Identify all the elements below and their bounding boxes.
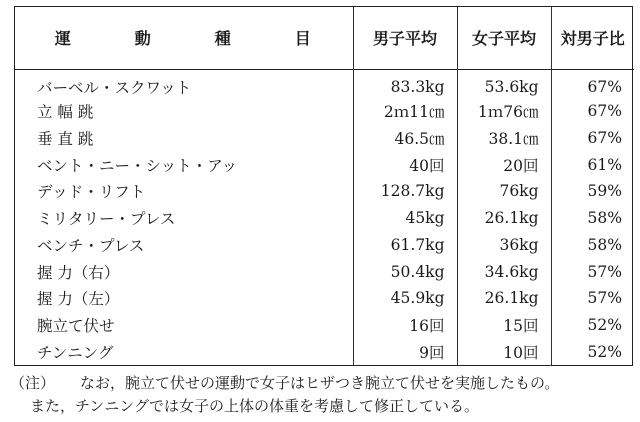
event-cell: 腕立て伏せ bbox=[37, 316, 115, 335]
ratio-cell: 52% bbox=[551, 312, 634, 339]
footnote-line-2 bbox=[10, 395, 635, 418]
data-table bbox=[15, 7, 634, 365]
event-cell: 握 力（右） bbox=[37, 263, 120, 282]
footnote bbox=[10, 372, 635, 418]
female-value-cell: 36kg bbox=[457, 231, 551, 258]
table-row bbox=[15, 205, 634, 232]
header-event: 運 動 種 目 bbox=[15, 7, 353, 69]
male-value-cell: 16回 bbox=[353, 312, 457, 339]
table-row bbox=[15, 312, 634, 339]
table-row bbox=[15, 98, 634, 125]
event-cell: チンニング bbox=[37, 343, 114, 362]
event-cell: ベント・ニー・シット・アッ bbox=[37, 156, 238, 175]
female-value-cell: 38.1㎝ bbox=[457, 125, 551, 152]
female-value-cell: 20回 bbox=[457, 151, 551, 178]
male-value-cell: 9回 bbox=[353, 338, 457, 365]
female-value-cell: 76kg bbox=[457, 178, 551, 205]
female-value-cell: 10回 bbox=[457, 338, 551, 365]
table-row bbox=[15, 178, 634, 205]
footnote-text-2: また，チンニングでは女子の上体の体重を考慮して修正している。 bbox=[30, 397, 479, 415]
ratio-cell: 57% bbox=[551, 285, 634, 312]
male-value-cell: 46.5㎝ bbox=[353, 125, 457, 152]
event-cell: デッド・リフト bbox=[37, 183, 146, 202]
strength-comparison-table bbox=[14, 6, 633, 366]
male-value-cell: 45.9kg bbox=[353, 285, 457, 312]
footnote-text-1: なお，腕立て伏せの運動で女子はヒザつき腕立て伏せを実施したもの。 bbox=[80, 374, 560, 392]
event-cell: 垂 直 跳 bbox=[37, 129, 94, 148]
ratio-cell: 59% bbox=[551, 178, 634, 205]
male-value-cell: 128.7kg bbox=[353, 178, 457, 205]
table-row bbox=[15, 338, 634, 365]
male-value-cell: 83.3kg bbox=[353, 69, 457, 98]
footnote-label: （注） bbox=[10, 374, 56, 392]
table-row bbox=[15, 125, 634, 152]
ratio-cell: 57% bbox=[551, 258, 634, 285]
female-value-cell: 1ｍ76㎝ bbox=[457, 98, 551, 125]
male-value-cell: 2ｍ11㎝ bbox=[353, 98, 457, 125]
table-row bbox=[15, 231, 634, 258]
male-value-cell: 61.7kg bbox=[353, 231, 457, 258]
event-cell: 立 幅 跳 bbox=[37, 103, 94, 122]
event-cell: ミリタリー・プレス bbox=[37, 210, 176, 229]
footnote-line-1 bbox=[10, 372, 635, 395]
header-ratio: 対男子比 bbox=[551, 7, 634, 69]
male-value-cell: 45kg bbox=[353, 205, 457, 232]
table-row bbox=[15, 258, 634, 285]
table-row bbox=[15, 151, 634, 178]
table-row bbox=[15, 285, 634, 312]
ratio-cell: 67% bbox=[551, 69, 634, 98]
header-row bbox=[15, 7, 634, 69]
female-value-cell: 53.6kg bbox=[457, 69, 551, 98]
female-value-cell: 26.1kg bbox=[457, 205, 551, 232]
header-female-average: 女子平均 bbox=[457, 7, 551, 69]
ratio-cell: 58% bbox=[551, 205, 634, 232]
male-value-cell: 40回 bbox=[353, 151, 457, 178]
ratio-cell: 67% bbox=[551, 125, 634, 152]
event-cell: バーベル・スクワット bbox=[37, 78, 192, 97]
header-male-average: 男子平均 bbox=[353, 7, 457, 69]
event-cell: 握 力（左） bbox=[37, 290, 120, 309]
ratio-cell: 67% bbox=[551, 98, 634, 125]
male-value-cell: 50.4kg bbox=[353, 258, 457, 285]
event-cell: ベンチ・プレス bbox=[37, 236, 145, 255]
table-row bbox=[15, 69, 634, 98]
female-value-cell: 26.1kg bbox=[457, 285, 551, 312]
female-value-cell: 34.6kg bbox=[457, 258, 551, 285]
ratio-cell: 52% bbox=[551, 338, 634, 365]
ratio-cell: 58% bbox=[551, 231, 634, 258]
ratio-cell: 61% bbox=[551, 151, 634, 178]
female-value-cell: 15回 bbox=[457, 312, 551, 339]
